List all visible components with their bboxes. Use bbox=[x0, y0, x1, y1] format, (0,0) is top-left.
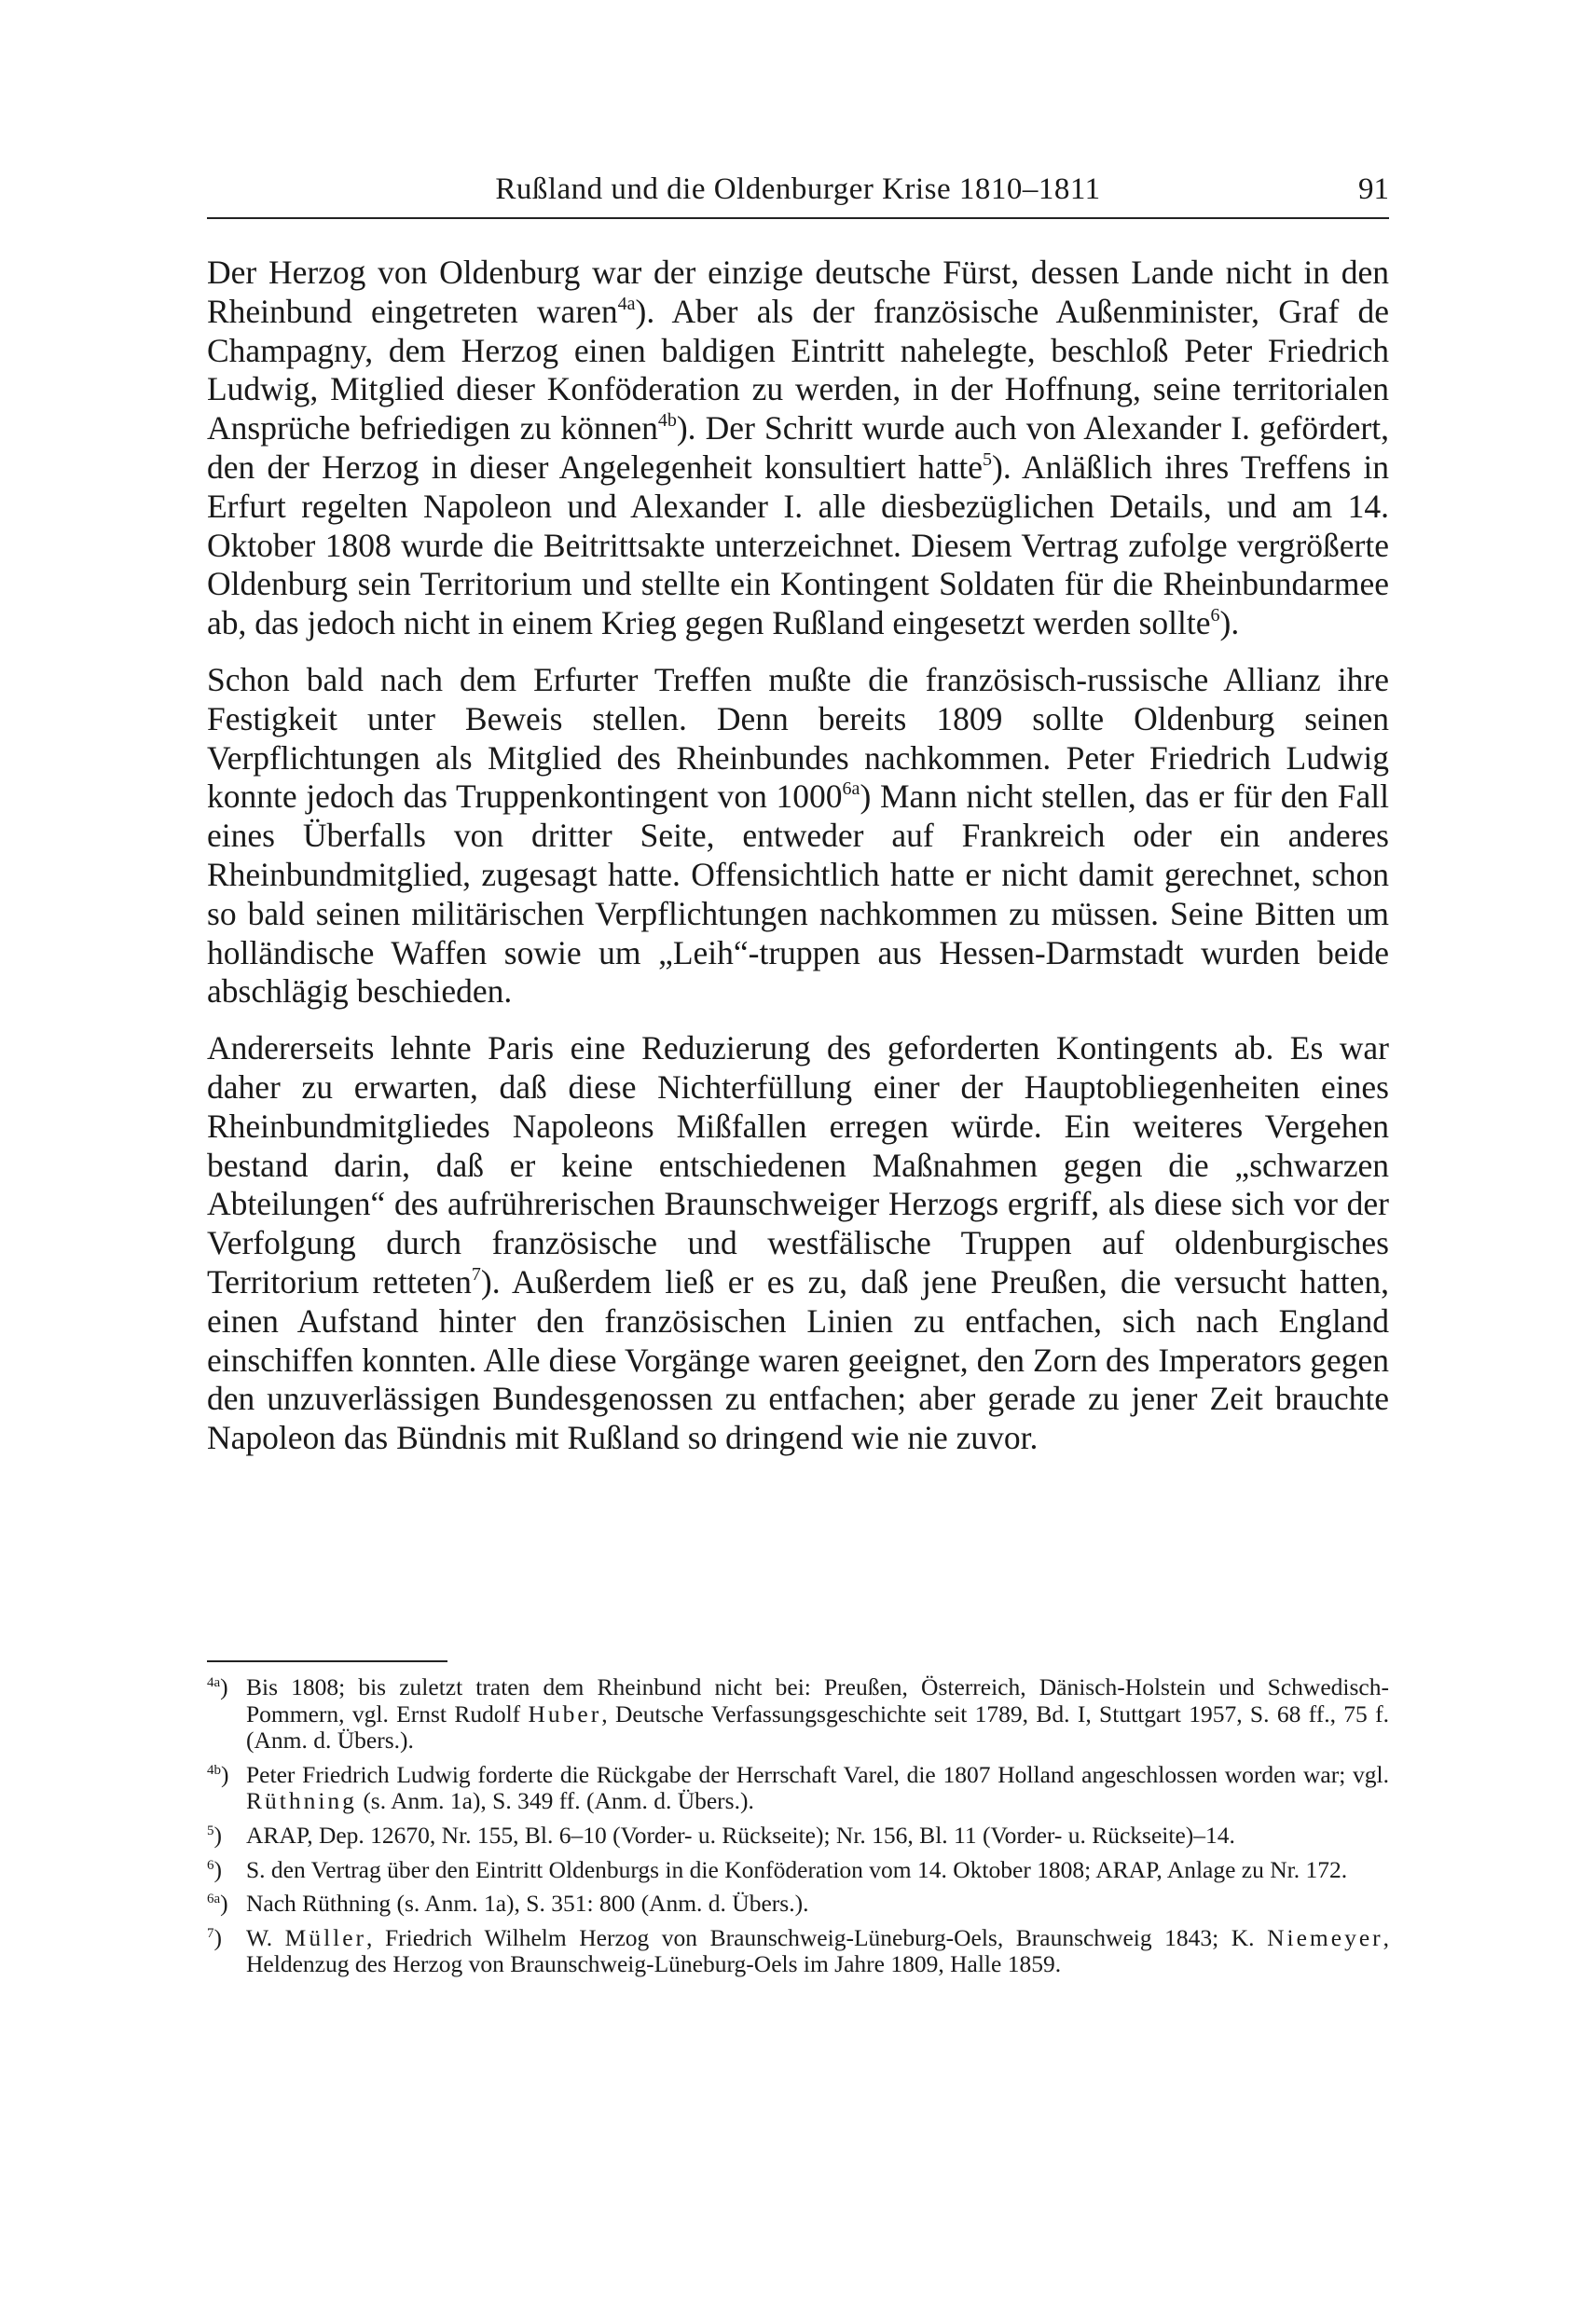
text-run: Peter Friedrich Ludwig forderte die Rückgabe der Herrschaft Varel, die 1807 Holland angeschlossen worden war; vgl. bbox=[246, 1760, 1389, 1788]
footnote-mark: $^{4a}$) bbox=[207, 1673, 228, 1700]
author-name: Niemeyer bbox=[1267, 1923, 1383, 1951]
footnote-ref: 6a bbox=[842, 778, 860, 800]
text-run: ). Außerdem ließ er es zu, daß jene Preußen, die versucht hatten, einen Aufstand hinter den französischen Linien zu entfachen, sich nach England einschiffen konnten. Alle diese Vorgänge waren geeignet, den Zorn des Imperators gegen den unzuverlässigen Bundesgenossen zu entfachen; aber gerade zu jener Zeit brauchte Napoleon das Bündnis mit Rußland so dringend wie nie zuvor. bbox=[207, 1262, 1390, 1457]
paragraph-3 bbox=[207, 1029, 1389, 1458]
main-text bbox=[207, 254, 1389, 1476]
footnote-mark: $^5$) bbox=[207, 1821, 222, 1849]
header-rule bbox=[207, 217, 1389, 219]
footnote-mark: $^{6a}$) bbox=[207, 1890, 228, 1918]
footnote-rule bbox=[207, 1660, 447, 1662]
footnote-ref: 5 bbox=[983, 448, 992, 470]
running-title: Rußland und die Oldenburger Krise 1810–1811 bbox=[495, 172, 1101, 206]
footnotes bbox=[207, 1674, 1389, 1986]
footnote-number: 7 bbox=[207, 1925, 214, 1941]
footnote-item bbox=[207, 1925, 1389, 1978]
text-run: Nach Rüthning (s. Anm. 1a), S. 351: 800 (Anm. d. Übers.). bbox=[246, 1890, 809, 1918]
footnote-item bbox=[207, 1857, 1389, 1884]
text-run: Bis 1808; bis zuletzt traten dem Rheinbund nicht bei: Preußen, Österreich, Dänisch-Holstein und Schwedisch-Pommern, vgl. Ernst Rudolf bbox=[246, 1673, 1389, 1727]
footnote-number: 6 bbox=[207, 1857, 214, 1873]
footnote-number: 6a bbox=[207, 1892, 221, 1907]
text-run: (s. Anm. 1a), S. 349 ff. (Anm. d. Übers.). bbox=[356, 1787, 754, 1815]
footnote-ref: 4a bbox=[617, 293, 636, 314]
footnote-ref: 6 bbox=[1210, 605, 1220, 626]
text-run: Der Herzog von Oldenburg war der einzige deutsche Fürst, dessen Lande nicht in den Rheinbund eingetreten waren bbox=[207, 254, 1389, 330]
text-run: ) Mann nicht stellen, das er für den Fall eines Überfalls von dritter Seite, entweder auf Frankreich oder ein anderes Rheinbundmitglied, zugesagt hatte. Offensichtlich hatte er nicht damit gerechnet, schon so bald seinen militärischen Verpflichtungen nachkommen zu müssen. Seine Bitten um holländische Waffen sowie um „Leih“-truppen aus Hessen-Darmstadt wurden beide abschlägig beschieden. bbox=[207, 778, 1389, 1011]
running-header bbox=[207, 171, 1389, 212]
text-run: Andererseits lehnte Paris eine Reduzierung des geforderten Kontingents ab. Es war daher zu erwarten, daß diese Nichterfüllung einer der Hauptobliegenheiten eines Rheinbundmitgliedes Napoleons Mißfallen erregen würde. Ein weiteres Vergehen bestand darin, daß er keine entschiedenen Maßnahmen gegen die „schwarzen Abteilungen“ des aufrührerischen Braunschweiger Herzogs ergriff, als diese sich vor der Verfolgung durch französische und westfälische Truppen auf oldenburgisches Territorium retteten bbox=[207, 1029, 1389, 1300]
footnote-item bbox=[207, 1674, 1389, 1755]
footnote-mark: $^7$) bbox=[207, 1923, 222, 1951]
footnote-item bbox=[207, 1823, 1389, 1850]
footnote-ref: 4b bbox=[657, 410, 677, 432]
text-run: ). Aber als der französische Außenminister, Graf de Champagny, dem Herzog einen baldigen Eintritt nahelegte, beschloß Peter Friedrich Ludwig, Mitglied dieser Konföderation zu werden, in der Hoffnung, seine territorialen Ansprüche befriedigen zu können bbox=[207, 292, 1389, 447]
footnote-item bbox=[207, 1762, 1389, 1815]
page-number: 91 bbox=[1358, 172, 1389, 206]
text-run: , Friedrich Wilhelm Herzog von Braunschweig-Lüneburg-Oels, Braunschweig 1843; K. bbox=[366, 1923, 1268, 1951]
paragraph-1 bbox=[207, 254, 1389, 643]
footnote-number: 5 bbox=[207, 1823, 214, 1838]
text-run: ARAP, Dep. 12670, Nr. 155, Bl. 6–10 (Vorder- u. Rückseite); Nr. 156, Bl. 11 (Vorder- u. Rückseite)–14. bbox=[246, 1821, 1235, 1849]
text-run: ). bbox=[1219, 604, 1240, 642]
footnote-item bbox=[207, 1891, 1389, 1918]
footnote-mark: $^6$) bbox=[207, 1855, 222, 1883]
text-run: , Deutsche Verfassungsgeschichte seit 1789, Bd. I, Stuttgart 1957, S. 68 ff., 75 f. (Anm. d. Übers.). bbox=[246, 1700, 1389, 1755]
text-run: ). Anläßlich ihres Treffens in Erfurt regelten Napoleon und Alexander I. alle diesbezüglichen Details, und am 14. Oktober 1808 wurde die Beitrittsakte unterzeichnet. Diesem Vertrag zufolge vergrößerte Oldenburg sein Territorium und stellte ein Kontingent Soldaten für die Rheinbundarmee ab, das jedoch nicht in einem Krieg gegen Rußland eingesetzt werden sollte bbox=[207, 447, 1390, 642]
paragraph-2 bbox=[207, 661, 1389, 1012]
footnote-ref: 7 bbox=[471, 1263, 481, 1285]
footnote-number: 4a bbox=[207, 1675, 221, 1690]
author-name: Huber bbox=[528, 1700, 602, 1727]
author-name: Rüthning bbox=[246, 1787, 357, 1815]
text-run: , Heldenzug des Herzog von Braunschweig-Lüneburg-Oels im Jahre 1809, Halle 1859. bbox=[246, 1923, 1389, 1978]
text-run: ). Der Schritt wurde auch von Alexander I. gefördert, den der Herzog in dieser Angelegenheit konsultiert hatte bbox=[207, 409, 1389, 486]
author-name: Müller bbox=[284, 1923, 367, 1951]
text-run: S. den Vertrag über den Eintritt Oldenburgs in die Konföderation vom 14. Oktober 1808; ARAP, Anlage zu Nr. 172. bbox=[246, 1855, 1348, 1883]
footnote-number: 4b bbox=[207, 1762, 221, 1778]
text-run: Schon bald nach dem Erfurter Treffen mußte die französisch-russische Allianz ihre Festigkeit unter Beweis stellen. Denn bereits 1809 sollte Oldenburg seinen Verpflichtungen als Mitglied des Rheinbundes nachkommen. Peter Friedrich Ludwig konnte jedoch das Truppenkontingent von 1000 bbox=[207, 660, 1389, 816]
text-run: W. bbox=[246, 1923, 285, 1951]
footnote-mark: $^{4b}$) bbox=[207, 1760, 229, 1788]
